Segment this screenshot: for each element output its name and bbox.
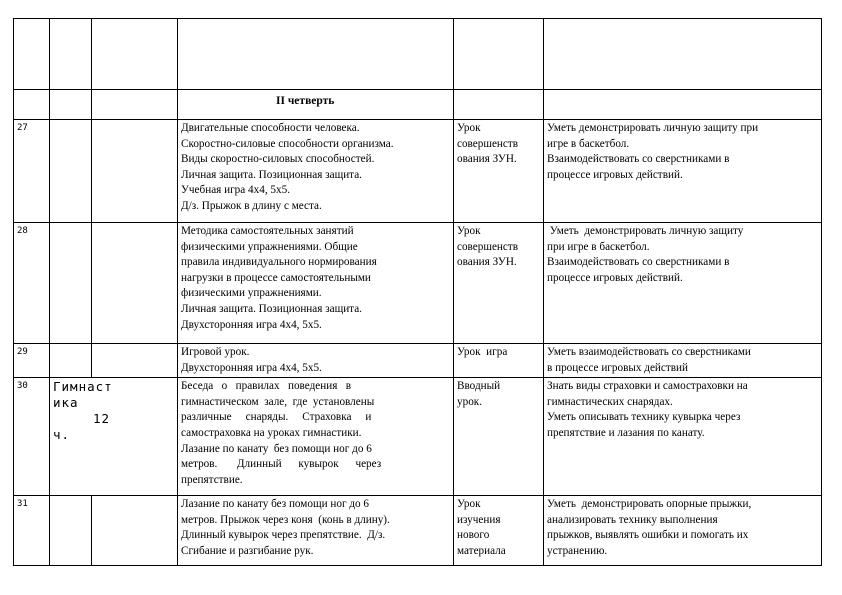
lesson-content [178, 378, 454, 496]
type-line: Урок [457, 122, 481, 134]
lesson-plan-table [13, 18, 822, 566]
content-line: Виды скоростно-силовых способностей. [181, 153, 375, 166]
expected-results [544, 496, 822, 566]
expected-results [544, 223, 822, 344]
content-line: различные снаряды. Страховка и [181, 411, 372, 424]
content-line: Двухсторонняя игра 4х4, 5х5. [181, 361, 322, 374]
content-line: Учебная игра 4х4, 5х5. [181, 184, 290, 197]
type-line: урок. [457, 395, 483, 408]
quarter-cell [14, 90, 50, 120]
lesson-plan-sheet [13, 18, 821, 566]
content-line: Личная защита. Позиционная защита. [181, 302, 362, 315]
section-cell [50, 223, 92, 344]
lesson-number: 29 [14, 344, 50, 378]
content-line: Беседа о правилах поведения в [181, 380, 352, 393]
section-line: Гимнаст [53, 379, 113, 395]
section-cell [50, 120, 92, 223]
type-line: изучения [457, 513, 501, 526]
table-row [14, 378, 822, 496]
content-line: Лазание по канату без помощи ног до 6 [181, 498, 370, 511]
result-line: Знать виды страховки и самостраховки на [547, 380, 748, 393]
header-cell [544, 19, 822, 90]
lesson-type [454, 120, 544, 223]
content-line: Игровой урок. [181, 346, 250, 358]
lesson-type [454, 378, 544, 496]
empty-cell [92, 344, 178, 378]
type-line: совершенств [457, 137, 519, 150]
header-cell [92, 19, 178, 90]
content-line: Методика самостоятельных занятий [181, 225, 354, 237]
content-line: самостраховка на уроках гимнастики. [181, 426, 362, 439]
content-line: Двигательные способности человека. [181, 122, 360, 134]
lesson-content [178, 120, 454, 223]
content-line: Личная защита. Позиционная защита. [181, 168, 362, 181]
expected-results [544, 378, 822, 496]
lesson-type [454, 223, 544, 344]
content-line: Скоростно-силовые способности организма. [181, 137, 394, 150]
lesson-content [178, 496, 454, 566]
lesson-number: 27 [14, 120, 50, 223]
content-line: физическими упражнениями. Общие [181, 240, 358, 253]
content-line: Двухсторонняя игра 4х4, 5х5. [181, 318, 322, 331]
quarter-row [14, 90, 822, 120]
section-cell [50, 344, 92, 378]
content-line: гимнастическом зале, где установлены [181, 395, 375, 408]
header-cell [178, 19, 454, 90]
result-line: процессе игровых действий. [547, 271, 683, 284]
quarter-cell [50, 90, 92, 120]
result-line: игре в баскетбол. [547, 137, 630, 150]
content-line: правила индивидуального нормирования [181, 256, 377, 269]
type-line: ования ЗУН. [457, 153, 517, 166]
empty-cell [92, 223, 178, 344]
result-line: препятствие и лазания по канату. [547, 426, 705, 439]
type-line: нового [457, 529, 490, 542]
expected-results [544, 344, 822, 378]
lesson-content [178, 223, 454, 344]
lesson-type [454, 344, 544, 378]
type-line: ования ЗУН. [457, 256, 517, 269]
header-empty-row [14, 19, 822, 90]
type-line: Урок игра [457, 346, 508, 358]
table-row [14, 120, 822, 223]
header-cell [454, 19, 544, 90]
quarter-cell [92, 90, 178, 120]
result-line: в процессе игровых действий [547, 361, 689, 374]
expected-results [544, 120, 822, 223]
content-line: Сгибание и разгибание рук. [181, 544, 314, 557]
content-line: физическими упражнениями. [181, 287, 322, 300]
result-line: гимнастических снарядах. [547, 395, 673, 408]
content-line: нагрузки в процессе самостоятельными [181, 271, 371, 284]
section-cell [50, 496, 92, 566]
content-line: препятствие. [181, 473, 243, 486]
content-line: Длинный кувырок через препятствие. Д/з. [181, 529, 386, 542]
lesson-number: 31 [14, 496, 50, 566]
lesson-number: 28 [14, 223, 50, 344]
section-line: ика [53, 395, 79, 411]
result-line: при игре в баскетбол. [547, 240, 650, 253]
result-line: Уметь взаимодействовать со сверстниками [547, 346, 751, 358]
quarter-cell [454, 90, 544, 120]
result-line: устранению. [547, 544, 608, 557]
type-line: Урок [457, 498, 481, 511]
content-line: Д/з. Прыжок в длину с места. [181, 199, 322, 212]
table-row [14, 496, 822, 566]
lesson-content [178, 344, 454, 378]
result-line: Взаимодействовать со сверстниками в [547, 153, 730, 166]
content-line: Лазание по канату без помощи ног до 6 [181, 442, 372, 455]
section-title [50, 378, 178, 496]
type-line: Вводный [457, 380, 501, 393]
result-line: процессе игровых действий. [547, 168, 683, 181]
empty-cell [92, 120, 178, 223]
result-line: Уметь демонстрировать личную защиту [547, 225, 744, 237]
header-cell [14, 19, 50, 90]
quarter-heading: II четверть [178, 90, 454, 120]
quarter-cell [544, 90, 822, 120]
result-line: прыжков, выявлять ошибки и помогать их [547, 529, 749, 542]
content-line: метров. Длинный кувырок через [181, 458, 382, 471]
table-row [14, 344, 822, 378]
lesson-number: 30 [14, 378, 50, 496]
section-line: ч. [53, 427, 71, 443]
table-row [14, 223, 822, 344]
result-line: Уметь демонстрировать личную защиту при [547, 122, 759, 134]
result-line: Взаимодействовать со сверстниками в [547, 256, 730, 269]
section-line: 12 [93, 411, 111, 427]
result-line: Уметь демонстрировать опорные прыжки, [547, 498, 752, 511]
result-line: анализировать технику выполнения [547, 513, 718, 526]
result-line: Уметь описывать технику кувырка через [547, 411, 741, 424]
content-line: метров. Прыжок через коня (конь в длину). [181, 513, 390, 526]
type-line: материала [457, 544, 506, 557]
type-line: Урок [457, 225, 481, 237]
type-line: совершенств [457, 240, 519, 253]
lesson-type [454, 496, 544, 566]
empty-cell [92, 496, 178, 566]
header-cell [50, 19, 92, 90]
